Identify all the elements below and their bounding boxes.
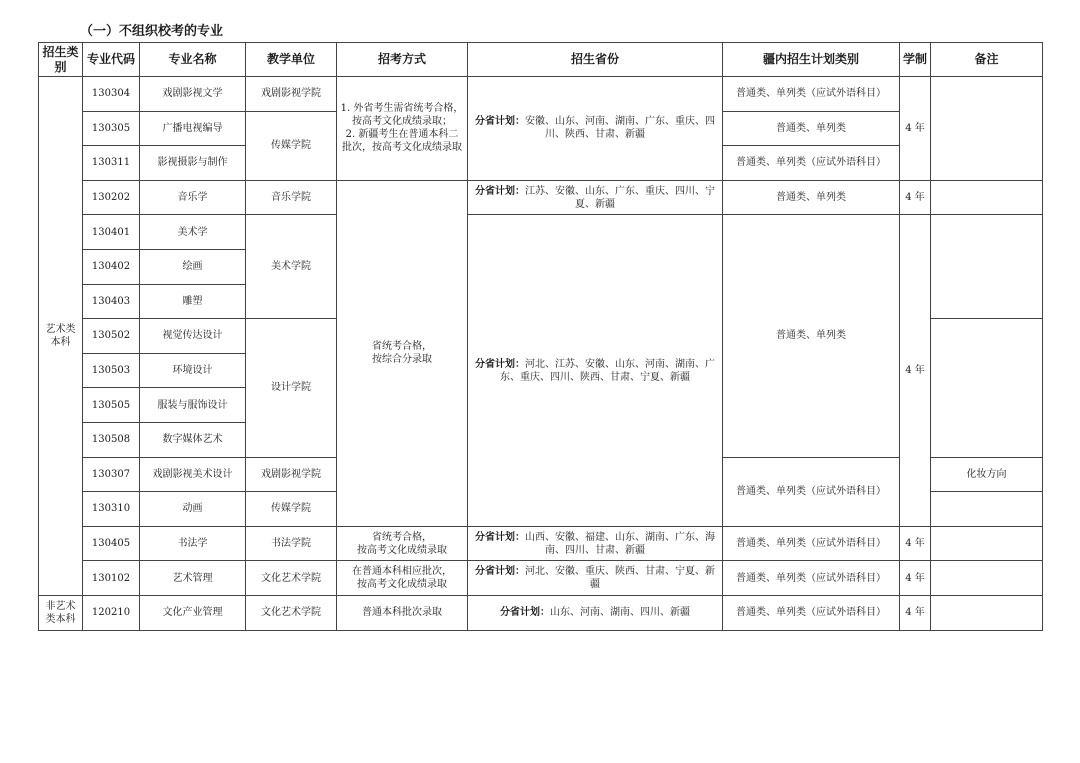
teaching-unit: 文化艺术学院	[246, 561, 337, 596]
remarks-cell	[931, 526, 1043, 561]
duration-cell: 4 年	[900, 77, 931, 181]
teaching-unit: 戏剧影视学院	[246, 77, 337, 112]
table-header-row	[39, 43, 1043, 77]
remarks-cell	[931, 492, 1043, 527]
major-code: 130508	[83, 422, 140, 457]
exam-method-management: 在普通本科相应批次， 按高考文化成绩录取	[337, 561, 468, 596]
provinces-management: 分省计划：河北、安徽、重庆、陕西、甘肃、宁夏、新疆	[468, 561, 723, 596]
major-code: 130403	[83, 284, 140, 319]
teaching-unit: 传媒学院	[246, 492, 337, 527]
provinces-calligraphy: 分省计划：山西、安徽、福建、山东、湖南、广东、海南、四川、甘肃、新疆	[468, 526, 723, 561]
exam-method-group2: 省统考合格， 按综合分录取	[337, 180, 468, 526]
duration-cell: 4 年	[900, 526, 931, 561]
major-name: 环境设计	[140, 353, 246, 388]
header-category: 招生类别	[39, 43, 83, 77]
major-name: 戏剧影视文学	[140, 77, 246, 112]
major-code: 120210	[83, 595, 140, 630]
major-code: 130307	[83, 457, 140, 492]
major-code: 130311	[83, 146, 140, 181]
major-code: 130102	[83, 561, 140, 596]
duration-cell: 4 年	[900, 215, 931, 526]
xinjiang-plan: 普通类、单列类	[723, 111, 900, 146]
teaching-unit: 美术学院	[246, 215, 337, 319]
xinjiang-plan: 普通类、单列类	[723, 215, 900, 457]
major-name: 音乐学	[140, 180, 246, 215]
teaching-unit: 书法学院	[246, 526, 337, 561]
remarks-cell	[931, 215, 1043, 319]
table-row	[39, 595, 1043, 630]
exam-method-group1: 1. 外省考生需省统考合格， 按高考文化成绩录取； 2. 新疆考生在普通本科二 批次，按高考文化成绩录取	[337, 77, 468, 181]
major-name: 广播电视编导	[140, 111, 246, 146]
table-row	[39, 526, 1043, 561]
category-cell-art: 艺术类本科	[39, 77, 83, 596]
section-title: （一）不组织校考的专业	[80, 24, 224, 39]
provinces-non-art: 分省计划：山东、河南、湖南、四川、新疆	[468, 595, 723, 630]
header-provinces: 招生省份	[468, 43, 723, 77]
major-name: 服装与服饰设计	[140, 388, 246, 423]
teaching-unit: 文化艺术学院	[246, 595, 337, 630]
exam-method-non-art: 普通本科批次录取	[337, 595, 468, 630]
major-code: 130305	[83, 111, 140, 146]
provinces-music: 分省计划：江苏、安徽、山东、广东、重庆、四川、宁夏、新疆	[468, 180, 723, 215]
major-name: 视觉传达设计	[140, 319, 246, 354]
major-name: 戏剧影视美术设计	[140, 457, 246, 492]
remarks-cell	[931, 561, 1043, 596]
major-name: 美术学	[140, 215, 246, 250]
xinjiang-plan: 普通类、单列类（应试外语科目）	[723, 146, 900, 181]
header-unit: 教学单位	[246, 43, 337, 77]
major-code: 130401	[83, 215, 140, 250]
major-name: 影视摄影与制作	[140, 146, 246, 181]
header-exam-method: 招考方式	[337, 43, 468, 77]
major-code: 130304	[83, 77, 140, 112]
xinjiang-plan: 普通类、单列类（应试外语科目）	[723, 77, 900, 112]
remarks-cell	[931, 180, 1043, 215]
major-name: 数字媒体艺术	[140, 422, 246, 457]
major-name: 动画	[140, 492, 246, 527]
major-code: 130402	[83, 249, 140, 284]
header-duration: 学制	[900, 43, 931, 77]
teaching-unit: 音乐学院	[246, 180, 337, 215]
xinjiang-plan: 普通类、单列类	[723, 180, 900, 215]
major-name: 书法学	[140, 526, 246, 561]
header-xinjiang-plan: 疆内招生计划类别	[723, 43, 900, 77]
xinjiang-plan: 普通类、单列类（应试外语科目）	[723, 526, 900, 561]
header-remarks: 备注	[931, 43, 1043, 77]
major-code: 130502	[83, 319, 140, 354]
duration-cell: 4 年	[900, 561, 931, 596]
xinjiang-plan: 普通类、单列类（应试外语科目）	[723, 595, 900, 630]
admission-table	[38, 42, 1043, 631]
header-name: 专业名称	[140, 43, 246, 77]
xinjiang-plan: 普通类、单列类（应试外语科目）	[723, 561, 900, 596]
remarks-cell	[931, 595, 1043, 630]
remarks-cell	[931, 319, 1043, 457]
teaching-unit: 传媒学院	[246, 111, 337, 180]
major-name: 艺术管理	[140, 561, 246, 596]
duration-cell: 4 年	[900, 595, 931, 630]
exam-method-calligraphy: 省统考合格， 按高考文化成绩录取	[337, 526, 468, 561]
major-code: 130405	[83, 526, 140, 561]
major-name: 绘画	[140, 249, 246, 284]
major-code: 130310	[83, 492, 140, 527]
major-name: 雕塑	[140, 284, 246, 319]
table-row	[39, 77, 1043, 112]
provinces-group2: 分省计划：河北、江苏、安徽、山东、河南、湖南、广东、重庆、四川、陕西、甘肃、宁夏、新疆	[468, 215, 723, 526]
table-row	[39, 561, 1043, 596]
duration-cell: 4 年	[900, 180, 931, 215]
xinjiang-plan: 普通类、单列类（应试外语科目）	[723, 457, 900, 526]
teaching-unit: 设计学院	[246, 319, 337, 457]
provinces-group1: 分省计划：安徽、山东、河南、湖南、广东、重庆、四川、陕西、甘肃、新疆	[468, 77, 723, 181]
table-row	[39, 215, 1043, 250]
major-code: 130202	[83, 180, 140, 215]
remarks-cell	[931, 77, 1043, 181]
table-row	[39, 180, 1043, 215]
teaching-unit: 戏剧影视学院	[246, 457, 337, 492]
major-name: 文化产业管理	[140, 595, 246, 630]
major-code: 130505	[83, 388, 140, 423]
remarks-cell: 化妆方向	[931, 457, 1043, 492]
category-cell-non-art: 非艺术类本科	[39, 595, 83, 630]
major-code: 130503	[83, 353, 140, 388]
header-code: 专业代码	[83, 43, 140, 77]
